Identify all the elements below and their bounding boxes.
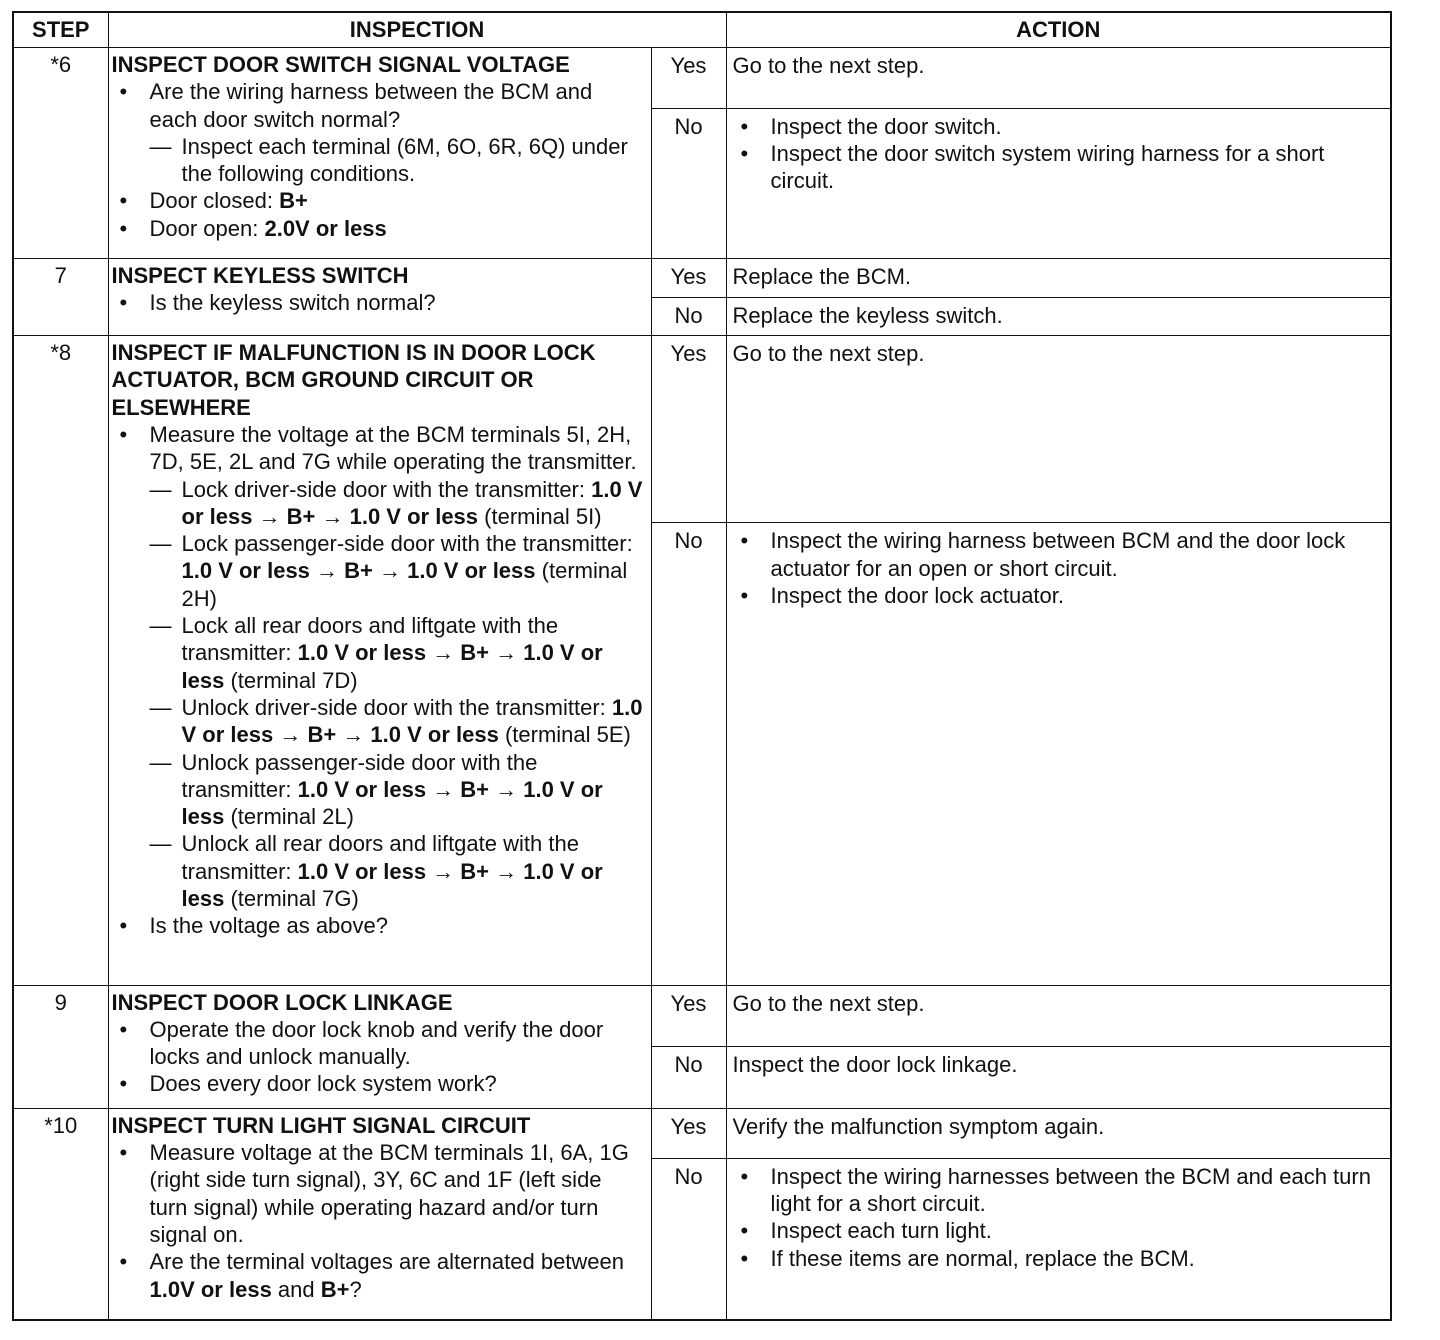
step-10-inspection (108, 1108, 651, 1320)
yes-action: Go to the next step. (726, 48, 1391, 109)
step-title: INSPECT DOOR SWITCH SIGNAL VOLTAGE (111, 52, 570, 77)
troubleshooting-sheet (12, 11, 1390, 1321)
action-header: ACTION (726, 12, 1391, 48)
step-header: STEP (13, 12, 108, 48)
no-action: Replace the keyless switch. (726, 297, 1391, 336)
yes-action: Go to the next step. (726, 985, 1391, 1047)
step-8-yes-row (13, 336, 1391, 523)
action-item: • Inspect the door switch system wiring harness for a short circuit. (733, 140, 1385, 195)
yes-label: Yes (651, 1108, 726, 1158)
sub-item: — Inspect each terminal (6M, 6O, 6R, 6Q) under the following conditions. (149, 133, 628, 187)
inspection-item: • Is the voltage as above? (112, 912, 645, 939)
inspection-item: • Door open: 2.0V or less (112, 215, 645, 242)
no-action (726, 523, 1391, 985)
no-action: Inspect the door lock linkage. (726, 1047, 1391, 1109)
action-item: • Inspect the door lock actuator. (733, 582, 1385, 609)
inspection-item: • Does every door lock system work? (112, 1070, 645, 1097)
inspection-item: • Are the wiring harness between the BCM and each door switch normal? — Inspect each terminal (6M, 6O, 6R, 6Q) under the following conditions. (112, 78, 645, 187)
sub-item: — Unlock passenger-side door with the transmitter: 1.0 V or less → B+ → 1.0 V or less (terminal 2L) (149, 749, 603, 830)
action-item: • Inspect each turn light. (733, 1217, 1385, 1244)
yes-action: Replace the BCM. (726, 259, 1391, 298)
yes-action: Verify the malfunction symptom again. (726, 1108, 1391, 1158)
no-label: No (651, 108, 726, 258)
inspection-item: • Are the terminal voltages are alternated between 1.0V or less and B+? (112, 1248, 645, 1303)
no-action (726, 108, 1391, 258)
step-9-yes-row (13, 985, 1391, 1047)
step-6-yes-row (13, 48, 1391, 109)
inspection-item: • Door closed: B+ (112, 187, 645, 214)
yes-label: Yes (651, 48, 726, 109)
no-action (726, 1158, 1391, 1320)
step-number: 7 (13, 259, 108, 336)
step-6-inspection (108, 48, 651, 259)
sub-item: — Unlock driver-side door with the transmitter: 1.0 V or less → B+ → 1.0 V or less (terminal 5E) (149, 694, 643, 748)
inspection-item: • Measure the voltage at the BCM terminals 5I, 2H, 7D, 5E, 2L and 7G while operating the transmitter. — Lock driver-side door with the transmitter: 1.0 V or less → B+ → 1.0 V or less (terminal 5I) — Lock passenger-side door with the transmitter: 1.0 V or less → B+ → 1.0 V or less (terminal 2H) — Lock all rear doors and liftgate with the transmitter: 1.0 V or less → B+ → 1.0 V or less (terminal 7D) — Unlock driver-side door with the transmitter: 1.0 V or less → B+ → 1.0 V or less (terminal 5E) — Unlock passenger-side door with the transmitter: 1.0 V or less → B+ → 1.0 V or less (terminal 2L) — Unlock all rear doors and liftgate with the transmitter: 1.0 V or less → B+ → 1.0 V or less (terminal 7G) (112, 421, 645, 912)
step-title: INSPECT DOOR LOCK LINKAGE (111, 989, 453, 1015)
action-item: • Inspect the door switch. (733, 113, 1385, 140)
step-number: 9 (13, 985, 108, 1108)
no-label: No (651, 523, 726, 985)
sub-item: — Lock driver-side door with the transmitter: 1.0 V or less → B+ → 1.0 V or less (terminal 5I) (149, 476, 643, 529)
step-title: INSPECT IF MALFUNCTION IS IN DOOR LOCK ACTUATOR, BCM GROUND CIRCUIT OR ELSEWHERE (111, 340, 596, 420)
yes-label: Yes (651, 336, 726, 523)
inspection-item: • Operate the door lock knob and verify the door locks and unlock manually. (112, 1016, 645, 1071)
inspection-item: • Is the keyless switch normal? (112, 289, 645, 316)
no-label: No (651, 297, 726, 336)
no-label: No (651, 1047, 726, 1109)
step-number: *6 (13, 48, 108, 259)
no-label: No (651, 1158, 726, 1320)
step-10-yes-row (13, 1108, 1391, 1158)
step-7-yes-row (13, 259, 1391, 298)
sub-item: — Lock passenger-side door with the transmitter: 1.0 V or less → B+ → 1.0 V or less (terminal 2H) (149, 531, 633, 611)
inspection-table (12, 11, 1392, 1321)
yes-action: Go to the next step. (726, 336, 1391, 523)
action-item: • Inspect the wiring harnesses between the BCM and each turn light for a short circuit. (733, 1163, 1385, 1218)
step-9-inspection (108, 985, 651, 1108)
header-row (13, 12, 1391, 48)
step-title: INSPECT KEYLESS SWITCH (111, 263, 409, 289)
inspection-item: • Measure voltage at the BCM terminals 1I, 6A, 1G (right side turn signal), 3Y, 6C and 1F (left side turn signal) while operating hazard and/or turn signal on. (112, 1139, 645, 1248)
sub-item: — Lock all rear doors and liftgate with the transmitter: 1.0 V or less → B+ → 1.0 V or less (terminal 7D) (149, 613, 603, 693)
yes-label: Yes (651, 259, 726, 298)
step-7-inspection (108, 259, 651, 336)
action-item: • Inspect the wiring harness between BCM and the door lock actuator for an open or short circuit. (733, 527, 1385, 582)
step-number: *8 (13, 336, 108, 985)
sub-item: — Unlock all rear doors and liftgate with the transmitter: 1.0 V or less → B+ → 1.0 V or less (terminal 7G) (149, 831, 603, 912)
step-8-inspection (108, 336, 651, 985)
step-title: INSPECT TURN LIGHT SIGNAL CIRCUIT (111, 1112, 531, 1138)
step-number: *10 (13, 1108, 108, 1320)
action-item: • If these items are normal, replace the BCM. (733, 1245, 1385, 1272)
inspection-header: INSPECTION (108, 12, 726, 48)
yes-label: Yes (651, 985, 726, 1047)
